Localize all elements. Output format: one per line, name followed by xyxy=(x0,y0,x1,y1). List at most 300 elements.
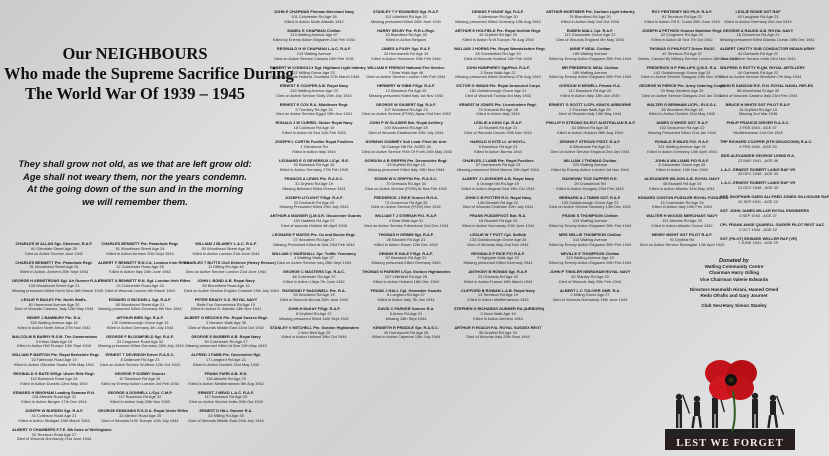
casualty-name: ERNEST M JONES Pte. Lincolnshire Regt. xyxy=(459,101,537,107)
casualty-name: GEORGE A RAUDD A.B. ROYAL NAVY xyxy=(722,27,794,33)
casualty-detail: Died of Wounds Italy 13th May 1944 xyxy=(558,111,622,117)
casualty-detail: 3 Dean Walk Age 22 xyxy=(480,69,516,75)
casualty-detail: 53 Woodend Rd Age 19 xyxy=(293,292,335,298)
casualty-entry xyxy=(720,27,815,43)
casualty-detail: 40 Stanley Rd Age 20 xyxy=(571,273,609,279)
casualty-entry xyxy=(184,298,268,312)
casualty-entry xyxy=(454,84,542,98)
casualty-name: GEORGE E BARBER A.B. Royal Navy xyxy=(191,333,261,339)
casualty-detail: Killed in Action Holland 28th Oct 1944 xyxy=(281,334,347,340)
donation-credits xyxy=(675,258,793,309)
casualty-detail: Died on Active Service (POW) Japan 2nd Dec 1942 xyxy=(362,111,451,117)
casualty-entry xyxy=(546,29,634,43)
casualty-entry xyxy=(720,103,796,117)
casualty-entry xyxy=(98,278,191,293)
casualty-name: WILFRED G RUTTY R.QM. ROYAL ARTILLERY xyxy=(720,64,806,70)
casualty-detail: Killed in Action Dunkirk 31st May 1940 xyxy=(648,111,716,117)
casualty-detail: Killed in Action At Sea 11th Feb 1943 xyxy=(282,130,346,136)
casualty-name: BDR ALEXANDER GEORGE LEWIS R.A. xyxy=(721,152,795,158)
casualty-detail: 67 Banstock Rd Age 21 xyxy=(385,255,427,261)
casualty-detail: Died on Active Service W Africa 12th Oct 1943 xyxy=(99,362,180,368)
ode-line-1: They shall grow not old, as we that are left grow old: xyxy=(18,158,252,169)
casualty-name: EDWARD CONTON PUSSLER ROYAL FUSILIERS xyxy=(638,194,729,200)
casualty-name: ALBERT F BENNETT R.N.V.A. London Irish Rifles xyxy=(98,259,190,265)
casualty-entry xyxy=(454,214,542,228)
casualty-detail: 91 Dryfield Rd xyxy=(669,236,695,242)
casualty-detail: 90 Colchester Rd Age 27 xyxy=(204,338,248,344)
casualty-name: JOSEPH L CURTIN Fusilier Royal Fusiliers xyxy=(274,139,354,145)
casualty-entry xyxy=(720,181,796,191)
names-column xyxy=(546,10,634,307)
casualty-detail: 313 Watling Avenue xyxy=(572,236,608,242)
casualty-detail: Died of Wounds Cassino, Italy 12th May 1944 xyxy=(14,306,94,312)
casualty-entry xyxy=(98,372,182,386)
casualty-name: GEORGE H ARMSTRONG Sgt. Air Gunner R.A.F. xyxy=(12,278,101,284)
casualty-detail: 2 Norwich Walk Age 38 xyxy=(205,320,247,326)
casualty-entry xyxy=(12,261,96,275)
casualty-entry xyxy=(546,103,634,117)
casualty-detail: 81 Tennison Rd Age 21 xyxy=(661,13,703,19)
casualty-detail: 22 Milling Grove Age 23 xyxy=(293,69,335,75)
casualty-detail: Missing presumed Killed North Sea 16th March 1943 xyxy=(12,287,104,293)
casualty-name: JOHN P W GLASIER Bdr. Royal Artillery xyxy=(369,120,443,126)
casualty-name: PHILLIP H STRONG E/LEUT AUSTRALIAN R.A.F. xyxy=(546,120,636,126)
casualty-detail: Killed in Action Italy 2nd Oct 1944 xyxy=(561,18,619,24)
casualty-entry xyxy=(638,10,726,24)
casualty-entry xyxy=(184,242,268,256)
casualty-entry xyxy=(454,196,542,210)
casualty-name: STANLEY V MITCHELL Pte. Gordon Highlanders xyxy=(270,324,360,330)
casualty-detail: 48 Blundell Rd Age 19 xyxy=(662,181,702,186)
casualty-detail: Killed in Action Italy 13th Jan 1945 xyxy=(560,92,620,98)
casualty-entry xyxy=(546,47,634,61)
casualty-entry xyxy=(638,66,726,80)
casualty-name: LEONARD E G DEVEREUX L/Cpl. R.E. xyxy=(278,157,350,163)
casualty-name: ARTHUR E HOLFIELD Pte. Royal Norfolk Regt. xyxy=(454,27,542,33)
casualty-entry xyxy=(362,159,450,173)
casualty-name: ALBERT G BROOKS Pte. Royal Sussex Regt. xyxy=(184,315,268,321)
casualty-detail: Died of Wounds Burma 26th June 1944 xyxy=(279,297,349,303)
casualty-name: FRANK S THOMPSON Civilian xyxy=(562,213,618,219)
casualty-name: SGT (PILOT) EDWARD WELLER RAF (VR) xyxy=(720,235,798,241)
casualty-entry xyxy=(98,408,189,423)
casualty-detail: 9 Thursley Rd Age 33 xyxy=(295,106,333,112)
casualty-entry xyxy=(546,121,634,135)
casualty-name: ERNEST A BENNETT R.N. Sgt. London Irish Rifles xyxy=(98,278,191,284)
casualty-name: SGT. JOHN JAMES MILLAR ROYAL ENGINEERS xyxy=(720,207,810,213)
casualty-entry xyxy=(270,84,358,98)
casualty-detail: Died of Wounds London 6th March 1944 xyxy=(105,287,175,293)
casualty-entry xyxy=(362,47,450,61)
casualty-detail: 3 SEP 1943 - AGE 27 xyxy=(739,212,777,218)
casualty-detail: Missing presumed Killed Germany 27th Aug 1943 xyxy=(455,74,541,80)
casualty-name: RONALD J W CURREL Stoker Royal Navy xyxy=(275,120,353,126)
casualty-name: JAMES G WHITE SGT. R.A.F. xyxy=(655,120,709,126)
casualty-detail: 108 Woodhead Street Age 21 xyxy=(28,282,80,288)
casualty-detail: 8 Langford Rd Age 27 xyxy=(387,292,425,298)
casualty-name: ERNEST J MEAD L.A.C. R.A.F. xyxy=(198,389,254,395)
casualty-entry xyxy=(362,233,450,247)
casualty-name: HAROLD G KITE Lt. of HOYLL xyxy=(470,139,526,145)
casualty-entry xyxy=(362,214,450,228)
casualty-entry xyxy=(184,409,268,423)
casualty-name: GORDON A R GRIFFIN Pte. Devonshire Regt. xyxy=(364,157,448,163)
casualty-detail: 50 Woodhead Street Age 36 xyxy=(201,245,251,251)
casualty-detail: Killed in Action Atlantic Ocean 1942 xyxy=(651,222,713,228)
names-column xyxy=(270,9,366,344)
casualty-entry xyxy=(638,29,726,43)
casualty-detail: 60 Glendale Street Age 25 xyxy=(31,245,77,251)
casualty-detail: 110 Banstock Road Age 24 xyxy=(30,375,78,381)
casualty-detail: 189 Watling Avenue xyxy=(572,50,608,56)
casualty-name: BRUCE H WHITE SGT PILOT R.A.F. xyxy=(725,101,791,107)
casualty-detail: 26 Woodend Rd Age 18 xyxy=(661,106,703,112)
casualty-entry xyxy=(454,46,546,61)
casualty-detail: 17 Langford Rd Age 21 xyxy=(205,357,247,363)
casualty-detail: 36 Orange Hill Rd. AGED 28 xyxy=(381,143,431,149)
casualty-name: THOMAS G PHILPOTT Driver RASC xyxy=(649,46,715,52)
casualty-detail: 44 Garbanik Rd Age 22 xyxy=(737,69,779,75)
casualty-entry xyxy=(720,10,796,24)
casualty-detail: 22 Cragmere Rd Age 22 xyxy=(661,32,703,38)
casualty-entry xyxy=(362,326,450,340)
casualty-entry xyxy=(12,316,96,330)
casualty-detail: 5 Banstock Rd Age 23 xyxy=(478,143,518,149)
casualty-detail: 43 Milling Rd Age 30 xyxy=(208,413,244,418)
casualty-detail: Killed in Action N. Atlantic 13th Nov 1941 xyxy=(190,306,262,312)
casualty-entry xyxy=(362,140,450,154)
casualty-entry xyxy=(270,270,358,284)
casualty-detail: Died on Active Service Iraq 25th Sept 1943 xyxy=(276,260,352,266)
casualty-entry xyxy=(638,84,726,98)
casualty-detail: 31 Dryfield Rd Age 19 xyxy=(295,181,333,186)
casualty-name: ARTHUR MORTIMER Pte. Durham Light Infantry xyxy=(546,9,635,14)
casualty-detail: 76 Blandford Rd Age 20 xyxy=(569,13,611,19)
casualty-name: DENNIS R HALE F/Sgt. R.A.F. xyxy=(378,250,434,256)
casualty-name: ROBERT W CONNOLLY Sgt. Highland Light Infantry xyxy=(270,64,366,70)
casualty-detail: 130 Goldsborough Grove Age 19 xyxy=(111,320,169,326)
casualty-detail: 101 Colchester Rd Age 26 xyxy=(291,13,337,19)
casualty-entry xyxy=(454,29,542,43)
casualty-detail: Killed in Action London 21st June 1944 xyxy=(192,250,260,256)
casualty-detail: Missing Believed Killed Greece 1941 xyxy=(282,185,346,191)
casualty-name: ERNEST T DEVENISH Driver R.A.S.C. xyxy=(105,352,175,358)
casualty-detail: 133 Goldsborough Grove Age 24 xyxy=(469,236,527,242)
casualty-name: CHARLES BENNETT Pte. Parachute Regt. xyxy=(15,259,93,265)
casualty-detail: 193 Goldsborough Grove Age 23 xyxy=(561,199,619,205)
casualty-detail: Died on Active Service England 2nd Jan 1944 xyxy=(550,148,630,154)
ode-of-remembrance xyxy=(4,158,266,208)
casualty-entry xyxy=(184,278,279,293)
casualty-detail: 56 Dryfield Rd Age 33 xyxy=(479,329,517,335)
casualty-detail: Died of Wounds Cassino Italy 23rd Feb 1944 xyxy=(720,92,798,98)
casualty-detail: Missing presumed Killed Germany 6th Nov 1944 xyxy=(98,306,182,312)
casualty-entry xyxy=(546,66,634,80)
casualty-name: REGINALD H W CHAPMAN L.A.C. R.A.F. xyxy=(276,46,352,52)
casualty-detail: Died of Wounds Middle East 22nd Oct 1942 xyxy=(188,324,264,330)
casualty-name: LESLIE R BAILEY Pte. North Staffs. xyxy=(21,296,87,302)
casualty-detail: Died on Active Service June 1942 xyxy=(24,250,84,256)
casualty-entry xyxy=(98,298,182,312)
casualty-entry xyxy=(270,326,358,340)
casualty-detail: Missing Presumed Killed 29th July 1943 xyxy=(279,204,349,210)
casualty-detail: Missing presumed Killed Atlantic Ocean 28th Dec 1941 xyxy=(720,37,815,43)
casualty-detail: 117 Banstock Rd Age 32 xyxy=(118,394,162,400)
casualty-name: CHARLES J LAMB Pte. Royal Fusiliers xyxy=(462,157,534,163)
casualty-entry xyxy=(638,194,729,210)
casualty-detail: Died on Active Service Glasgow 24th Nov 1944 xyxy=(641,74,723,80)
casualty-detail: Died on Active Service India 30th Oct 1943 xyxy=(189,399,263,405)
casualty-detail: Killed in Action NW Europe 13th Sept 1944 xyxy=(17,343,91,349)
casualty-entry xyxy=(362,121,450,135)
casualty-name: HARRY SELBY Pte. R.R.L.Regt. xyxy=(377,27,435,33)
casualty-name: JOHN A WILLIAMS F/O R.A.F. xyxy=(654,157,710,163)
casualty-detail: Killed in Action Holland 28th Aug 1944 xyxy=(557,130,623,136)
casualty-detail: 92 Banstock Rd Age 26 xyxy=(293,162,335,168)
casualty-name: GEORGE EDMONDS R.S.G.A. Royal Ulster Rifles xyxy=(98,408,189,414)
casualty-detail: Killed in Action North Atlantic 1942 xyxy=(284,18,344,24)
casualty-detail: Died on Active Service London 21st June 1944 xyxy=(185,269,267,275)
casualty-name: WILLIAM J BLAMEY L.A.C. R.A.F. xyxy=(195,241,257,246)
casualty-detail: Died of Wounds Chatham 20th July 1941 xyxy=(462,204,534,210)
casualty-detail: Missing Presumed Killed 21st Jan 1944 xyxy=(647,130,717,136)
credits-directors-2: Redo Ofrafis and Gary Journet xyxy=(700,293,768,299)
casualty-name: WILLIAM T J STIRRAH F/O. R.A.F. xyxy=(374,213,438,219)
casualty-detail: Died on Active Service India 23rd Nov 1943 xyxy=(720,55,796,61)
casualty-name: ALBERT J LAVENDER A.B. Royal Navy xyxy=(462,176,534,182)
ode-line-2: Age shall not weary them, nor the years condemn. xyxy=(22,170,248,182)
casualty-detail: Killed in Action Italy 7th Jan 1944 xyxy=(377,297,435,303)
casualty-detail: 2 Ilem Blvd Age 29 xyxy=(297,329,331,335)
casualty-detail: 3 Dean Walk Age 19 xyxy=(480,311,516,317)
casualty-name: SGT. SKOPHARI GARG ALLFRED JONES GILLHOUSE RAF xyxy=(720,194,829,200)
casualty-detail: 23 Dryfield Rd Age 19 xyxy=(387,162,425,168)
casualty-name: JOHN HUMPHREY Sgt/Pilot. R.A.F. xyxy=(466,64,530,70)
casualty-name: JOHN P TINGLER NIBRAHAM ROYAL NAVY xyxy=(549,269,631,275)
casualty-detail: Bells Fun Donnelonick Rd Age 19 xyxy=(197,301,255,307)
casualty-name: REGINALD F RICE F/O R.A.F. xyxy=(471,250,525,256)
casualty-detail: Missing presumed Killed Germany 13th Aug 1943 xyxy=(455,18,541,24)
casualty-detail: Missing presumed Killed Germany 1943 xyxy=(371,260,441,266)
casualty-entry xyxy=(184,259,276,275)
casualty-entry xyxy=(454,140,542,154)
casualty-name: GEORGE A DONNELL L/Cpl. C.M.P. xyxy=(107,389,173,395)
casualty-detail: Missing presumed Killed Burma 19th April 1944 xyxy=(457,167,539,173)
casualty-entry xyxy=(12,298,96,312)
casualty-entry xyxy=(546,233,634,247)
casualty-detail: 9 Highgate Walk Age 23 xyxy=(477,255,519,261)
casualty-detail: 44 Dryfield Rd Age 20 xyxy=(479,32,517,38)
casualty-entry xyxy=(362,196,450,210)
casualty-detail: 153 Hadfield Rd Age 27 xyxy=(293,218,335,224)
casualty-detail: Killed in Action Libya 7th June 1942 xyxy=(283,278,345,284)
names-column xyxy=(362,10,450,344)
casualty-detail: 13 Tennison Rd Age 19 xyxy=(477,292,519,298)
casualty-entry xyxy=(454,233,542,247)
casualty-detail: 136 Abbotts Rd Age 23 xyxy=(206,375,246,381)
casualty-detail: Died of Wounds Italy 25th Sept 1944 xyxy=(466,334,530,340)
casualty-detail: Died of wounds Holland 4th April 1945 xyxy=(281,222,347,228)
casualty-detail: Killed in Action Germany 14th April 1943 xyxy=(647,148,717,154)
casualty-name: STANLEY T F EDWARDS Sgt. R.A.F. xyxy=(373,9,439,14)
casualty-detail: Killed in Action Mediterranean 1943 xyxy=(467,297,529,303)
casualty-name: RUBEN NIALL Cpl. R.A.F. xyxy=(566,27,614,33)
casualty-detail: 15 Fairbrook Road Age 19 xyxy=(31,357,77,363)
casualty-entry xyxy=(454,252,542,266)
casualty-entry xyxy=(362,252,450,266)
casualty-entry xyxy=(638,140,726,154)
names-column xyxy=(98,241,191,428)
casualty-name: ALBERT CHUTTY SUB CONDUCTOR INDIAN ARMY xyxy=(720,46,816,52)
casualty-name: ALFRED J FABB Pte. Devonshire Rgt. xyxy=(191,352,261,358)
plaque-heading xyxy=(4,44,294,104)
casualty-entry xyxy=(362,103,450,117)
casualty-detail: Died on Active Service (POW) At Sea Feb 1942 xyxy=(365,185,447,191)
casualty-detail: 51 Woodhead Street Age 24 xyxy=(29,264,79,270)
casualty-detail: Killed in Action France 18th March 1944 xyxy=(463,278,533,284)
casualty-detail: Died on Active Service Firth Of Forth 24th May 1943 xyxy=(362,148,452,154)
casualty-detail: Mediterranean 2nd Oct 1945 xyxy=(733,130,783,136)
casualty-entry xyxy=(98,259,190,275)
casualty-detail: Killed in Action Stuttgart 15th March 1944 xyxy=(18,417,90,423)
casualty-name: L.A.C. ERNEST ROBERT LAING RAF VR xyxy=(720,180,796,186)
casualty-entry xyxy=(546,196,634,210)
casualty-detail: 28 Chesterfield Rd Age 20 xyxy=(475,50,521,56)
casualty-detail: Killed in Action Italy 1944 xyxy=(476,111,520,117)
casualty-entry xyxy=(720,139,813,150)
casualty-detail: 22 Blundell Rd Age 21 xyxy=(478,125,518,131)
casualty-name: DENNIS F STROUD F/SGT. R.A.F. xyxy=(559,139,621,145)
credits-secretary: Club Secretary Simon Stanley xyxy=(701,303,767,309)
casualty-detail: 7 JUNE 1941 - AGE 29 xyxy=(737,240,778,246)
casualty-detail: Killed by Enemy Action Edgware 20th Feb 1944 xyxy=(548,55,632,61)
casualty-detail: 6 Orange Hill Rd Age 19 xyxy=(477,181,519,186)
casualty-detail: 313 Watling Avenue Age 19 xyxy=(566,255,614,261)
casualty-entry xyxy=(546,289,634,303)
casualty-name: ARTHUR A MANSER Q.M.S.R. Gloucester Guards xyxy=(270,213,362,219)
casualty-entry xyxy=(12,426,112,442)
names-column xyxy=(454,9,546,344)
casualty-detail: Missing 16th Sept 1944 xyxy=(385,315,427,321)
casualty-entry xyxy=(546,140,634,154)
casualty-entry xyxy=(184,391,268,405)
casualty-detail: 229 Watling Avenue xyxy=(572,162,608,168)
casualty-entry xyxy=(98,242,182,256)
casualty-entry xyxy=(362,10,450,24)
casualty-entry xyxy=(546,84,634,98)
casualty-detail: 313 Watling Avenue xyxy=(572,218,608,224)
casualty-name: MALCOLM B BARRY R.S.M. The Cameronians xyxy=(12,333,98,339)
casualty-detail: Died of Wounds Lincoln 29th Nov 1943 xyxy=(464,130,532,136)
casualty-entry xyxy=(362,84,450,98)
casualty-entry xyxy=(362,270,450,284)
casualty-detail: 7 Briar Walk Age 46 xyxy=(388,69,424,75)
casualty-name: JOSEPH A PETHICK Gunner Maritime Regt. xyxy=(641,27,723,33)
casualty-detail: 8 Gloucester Grove Age 26 xyxy=(658,162,706,168)
casualty-entry xyxy=(638,233,726,247)
casualty-detail: Died of Wounds Italy 2nd Nov 1944 xyxy=(467,241,529,247)
casualty-name: ALBERT G CHAMBERS F.T.E. 8th Duke of Wellingtons xyxy=(12,426,112,432)
casualty-detail: Killed by Enemy Action Edgware 21st Feb 1944 xyxy=(273,37,355,43)
casualty-detail: 20 Ilbay Gardens Age 29 xyxy=(660,88,704,94)
casualty-name: ERNEST G SCOTT L/CPL KING'S AIRBORNE xyxy=(548,101,632,107)
casualty-detail: 73 Grosvenor Rd Age 25 xyxy=(384,199,428,205)
casualty-detail: Died of Wounds Normandy 16th June 1944 xyxy=(552,297,628,303)
casualty-detail: Killed by Enemy Action Edgware 20th Feb 1944 xyxy=(548,260,632,266)
casualty-name: NEVILLE E THOMPSON Civilian xyxy=(560,250,620,256)
casualty-detail: 117 Banstock Rd Age 20 xyxy=(568,88,612,94)
casualty-entry xyxy=(12,352,100,368)
casualty-detail: 43 Collinson Road Age 21 xyxy=(31,413,77,418)
casualty-detail: 67 Banstock Rd Age 26 xyxy=(119,375,161,381)
casualty-detail: Killed in Action, Arnhem 20th Sept 1944 xyxy=(19,269,89,275)
casualty-detail: Died of Wounds Eastbourne 29th July 1944 xyxy=(368,130,444,136)
casualty-name: CHARLES BENNETT Pte. Parachute Regt. xyxy=(101,241,179,246)
casualty-detail: Killed by Enemy Action Edgware 20th Feb 1944 xyxy=(548,241,632,247)
casualty-detail: Died on Active Service Sicily 20th July 1943 xyxy=(276,92,352,98)
casualty-name: ERNEST E COOPER A.B. Royal Navy xyxy=(279,83,349,89)
casualty-detail: Missing 2nd Mar 1945 xyxy=(738,111,778,117)
casualty-detail: Killed in Action Arnhem 1944 xyxy=(473,315,523,321)
casualty-entry xyxy=(546,270,634,284)
casualty-detail: Killed in Action Germany 27th Feb 1945 xyxy=(279,167,349,173)
casualty-name: LESLIE A KING Cpl. R.A.F. xyxy=(473,120,523,126)
casualty-detail: 30 Hornsworth Rd Age 26 xyxy=(383,329,429,335)
casualty-entry xyxy=(454,103,542,117)
casualty-name: CHARLES W ALLAN Sgt. Observer, R.A.F. xyxy=(15,241,93,246)
casualty-detail: 18 Collinson Rd Age 19 xyxy=(293,125,335,131)
casualty-detail: 189 Watling Avenue xyxy=(572,69,608,75)
casualty-detail: Missing presumed Killed Italy 1st Nov 1944 xyxy=(368,92,444,98)
casualty-detail: Killed in Action Italy 19th Feb 1944 xyxy=(652,204,712,210)
casualty-name: CLIFFORD B ROWAN L.A.B. Royal Navy xyxy=(461,287,535,293)
ode-line-4: we will remember them. xyxy=(82,195,188,207)
casualty-entry xyxy=(270,196,358,210)
casualty-detail: 107 Littlefield Rd Age 28 xyxy=(384,273,428,279)
casualty-entry xyxy=(98,335,182,349)
casualty-entry xyxy=(720,64,806,80)
casualty-name: JOSEPH W BURDEN Sgt. R.A.F. xyxy=(24,408,84,414)
casualty-detail: 70 Grenada Rd Age 34 xyxy=(386,181,426,186)
names-column xyxy=(184,241,279,428)
casualty-detail: 112 Littlefield Rd Age 22 xyxy=(385,13,427,19)
heading-line-2: Who made the Supreme Sacrifice During xyxy=(4,64,294,83)
casualty-detail: 142 Goldsborough Grove Age 24 xyxy=(653,69,711,75)
casualty-name: ERNEST E COX R.A. Middlesex Regt. xyxy=(279,101,349,107)
casualty-name: LESLIE W T PUTT Cpl. Suffolk xyxy=(470,231,526,237)
casualty-name: WALTER H WOODS MERCHANT NAVY xyxy=(646,213,718,219)
casualty-name: JOHN H McKAY F/Sgt. R.A.F. xyxy=(287,306,341,312)
casualty-name: WILLIAM J HORNS Pte. Royal Warwickshire Regt. xyxy=(454,46,546,52)
casualty-detail: Died on Active Service Glasgow 2nd Jan 1944 xyxy=(642,92,722,98)
casualty-detail: 15 Colchester Rd Age 25 xyxy=(660,199,704,205)
casualty-detail: 44 Garbanik Rd Age 22 xyxy=(737,50,779,56)
casualty-detail: 51 Woodhead Street Age 24 xyxy=(115,245,165,251)
casualty-detail: Killed in Action Off S. Coast 20th June 1943 xyxy=(644,18,720,24)
casualty-entry xyxy=(454,159,542,173)
casualty-entry xyxy=(638,214,726,228)
casualty-entry xyxy=(270,29,358,43)
casualty-detail: Killed in Action North Africa 27th Nov 1942 xyxy=(17,324,91,330)
casualty-detail: 56 Woodhead St Age 30 xyxy=(736,88,780,94)
casualty-entry xyxy=(720,121,796,135)
casualty-name: DENNIS F HAIGE Sgt. R.A.F. xyxy=(472,9,524,14)
casualty-name: JOHN E CHAPMAN Fireman Merchant Navy xyxy=(273,9,355,14)
casualty-entry xyxy=(638,159,726,173)
casualty-detail: 128 Abbotts Road Age 22 xyxy=(31,394,77,400)
casualty-detail: Illness, Caused By Military Service London 18th Nov 1943 xyxy=(638,55,739,61)
casualty-entry xyxy=(454,289,542,303)
